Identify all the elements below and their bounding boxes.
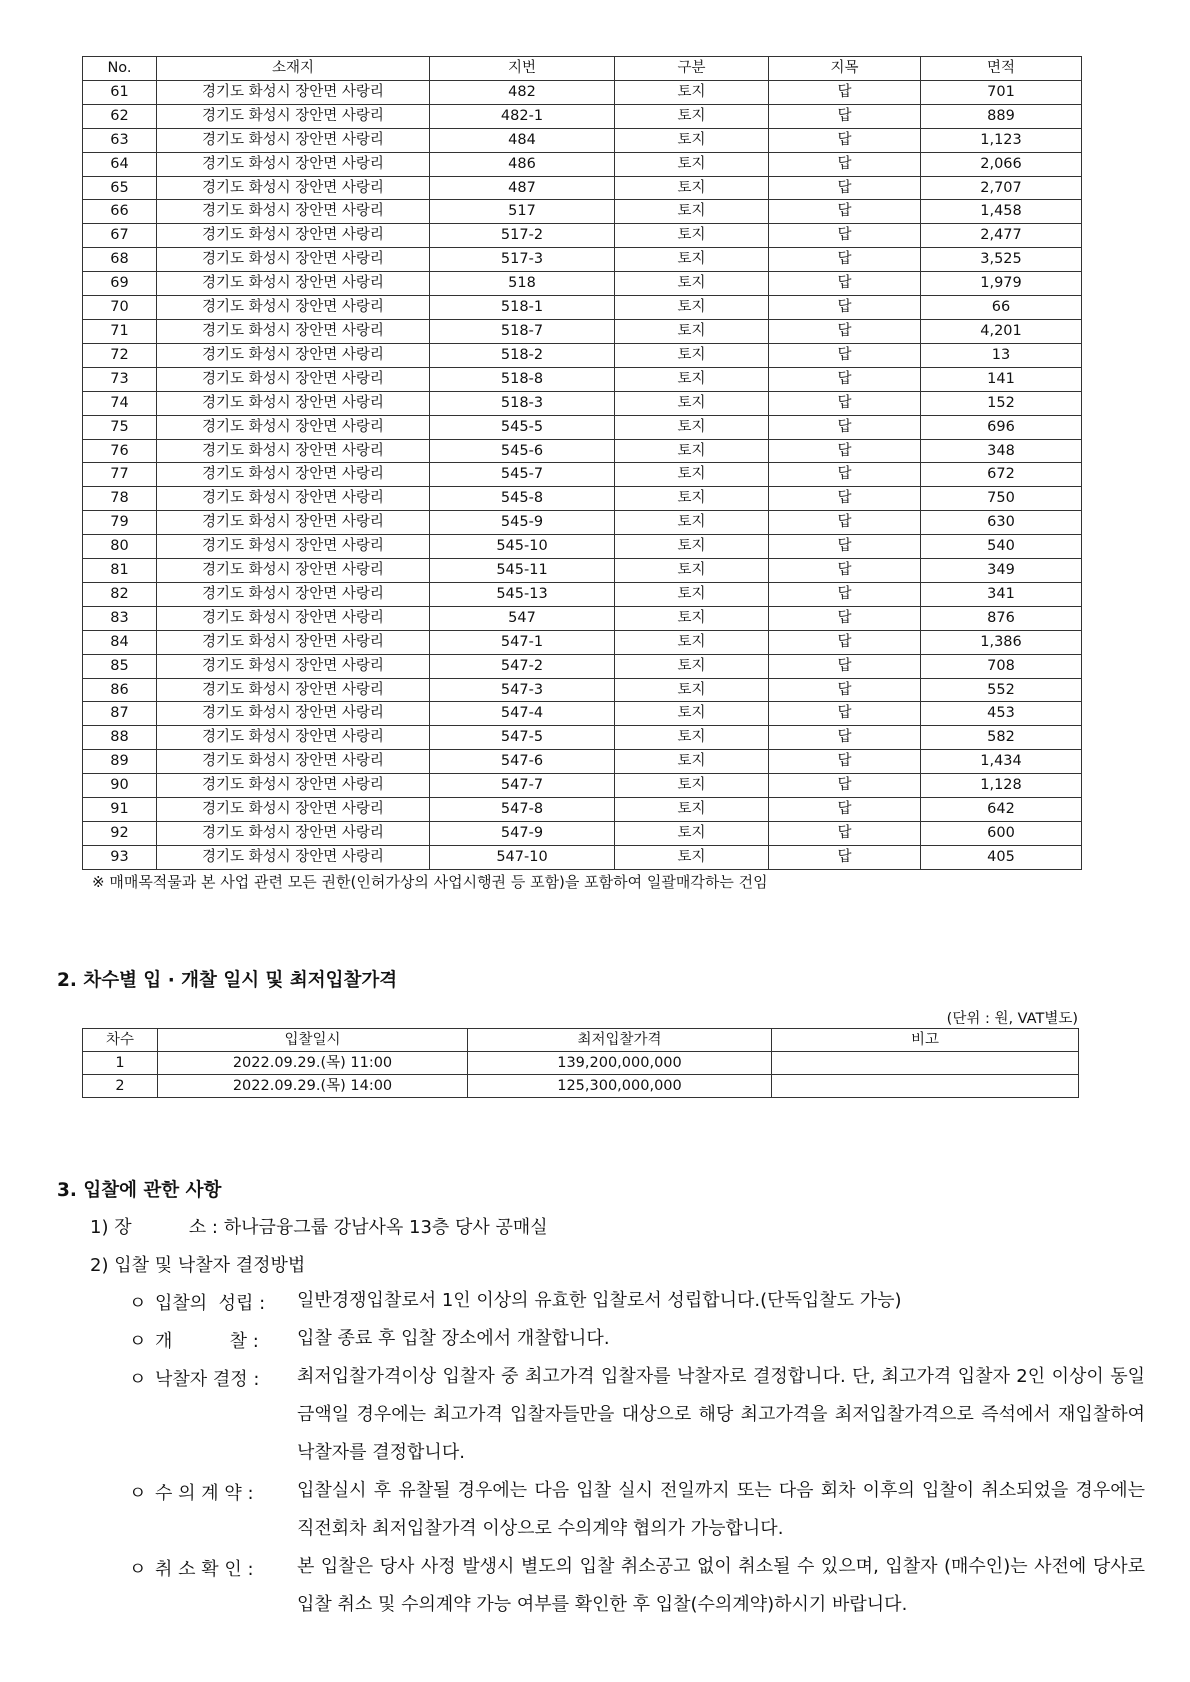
cell-no: 65 — [83, 176, 157, 200]
cell-category: 토지 — [615, 272, 769, 296]
header-round: 차수 — [83, 1029, 158, 1052]
cell-location: 경기도 화성시 장안면 사랑리 — [157, 726, 430, 750]
cell-land-type: 답 — [769, 415, 921, 439]
cell-land-type: 답 — [769, 463, 921, 487]
cell-no: 92 — [83, 822, 157, 846]
cell-land-type: 답 — [769, 343, 921, 367]
cell-bid-datetime: 2022.09.29.(목) 11:00 — [158, 1052, 468, 1075]
cell-category: 토지 — [615, 319, 769, 343]
bullet-icon: ㅇ — [129, 1293, 147, 1314]
cell-area: 552 — [921, 678, 1082, 702]
cell-no: 87 — [83, 702, 157, 726]
section2-title: 2. 차수별 입 · 개찰 일시 및 최저입찰가격 — [57, 970, 398, 991]
cell-land-type: 답 — [769, 702, 921, 726]
method-heading: 2) 입찰 및 낙찰자 결정방법 — [90, 1255, 306, 1276]
table-row — [83, 726, 1082, 750]
cell-land-type: 답 — [769, 104, 921, 128]
desc-cancel-check: 본 입찰은 당사 사정 발생시 별도의 입찰 취소공고 없이 취소될 수 있으며, 입찰자 (매수인)는 사전에 당사로 입찰 취소 및 수의계약 가능 여부를 확인한 후 입찰(수의계약)하시기 바랍니다. — [297, 1556, 1145, 1615]
cell-no: 70 — [83, 296, 157, 320]
cell-location: 경기도 화성시 장안면 사랑리 — [157, 152, 430, 176]
table-row — [83, 367, 1082, 391]
term-winner-decision: 낙찰자 결정 : — [155, 1369, 260, 1390]
cell-land-type: 답 — [769, 535, 921, 559]
cell-min-price: 125,300,000,000 — [468, 1075, 772, 1098]
cell-no: 80 — [83, 535, 157, 559]
cell-area: 349 — [921, 559, 1082, 583]
cell-category: 토지 — [615, 152, 769, 176]
table-row — [83, 1052, 1079, 1075]
header-lot-number: 지번 — [430, 57, 615, 81]
cell-category: 토지 — [615, 391, 769, 415]
table-row — [83, 606, 1082, 630]
cell-lot-number: 547-9 — [430, 822, 615, 846]
land-table-note: ※ 매매목적물과 본 사업 관련 모든 권한(인허가상의 사업시행권 등 포함)을 포함하여 일괄매각하는 건임 — [92, 873, 768, 891]
cell-land-type: 답 — [769, 845, 921, 869]
cell-area: 750 — [921, 487, 1082, 511]
table-row — [83, 654, 1082, 678]
cell-category: 토지 — [615, 798, 769, 822]
cell-location: 경기도 화성시 장안면 사랑리 — [157, 678, 430, 702]
cell-no: 74 — [83, 391, 157, 415]
cell-lot-number: 518-7 — [430, 319, 615, 343]
cell-location: 경기도 화성시 장안면 사랑리 — [157, 582, 430, 606]
land-table-header — [83, 57, 1082, 81]
cell-land-type: 답 — [769, 630, 921, 654]
cell-lot-number: 547-4 — [430, 702, 615, 726]
desc-formation: 일반경쟁입찰로서 1인 이상의 유효한 입찰로서 성립합니다.(단독입찰도 가능) — [297, 1290, 902, 1311]
table-row — [83, 343, 1082, 367]
desc-opening: 입찰 종료 후 입찰 장소에서 개찰합니다. — [297, 1328, 610, 1349]
place-line: 1) 장 소 : 하나금융그룹 강남사옥 13층 당사 공매실 — [90, 1217, 548, 1238]
cell-category: 토지 — [615, 678, 769, 702]
table-row — [83, 319, 1082, 343]
cell-no: 75 — [83, 415, 157, 439]
cell-land-type: 답 — [769, 248, 921, 272]
cell-location: 경기도 화성시 장안면 사랑리 — [157, 774, 430, 798]
table-row — [83, 630, 1082, 654]
cell-category: 토지 — [615, 104, 769, 128]
cell-area: 3,525 — [921, 248, 1082, 272]
table-row — [83, 774, 1082, 798]
cell-category: 토지 — [615, 535, 769, 559]
cell-location: 경기도 화성시 장안면 사랑리 — [157, 104, 430, 128]
cell-location: 경기도 화성시 장안면 사랑리 — [157, 487, 430, 511]
cell-location: 경기도 화성시 장안면 사랑리 — [157, 224, 430, 248]
cell-min-price: 139,200,000,000 — [468, 1052, 772, 1075]
cell-lot-number: 482-1 — [430, 104, 615, 128]
cell-land-type: 답 — [769, 176, 921, 200]
cell-land-type: 답 — [769, 152, 921, 176]
cell-no: 66 — [83, 200, 157, 224]
cell-no: 69 — [83, 272, 157, 296]
cell-area: 876 — [921, 606, 1082, 630]
cell-no: 68 — [83, 248, 157, 272]
cell-category: 토지 — [615, 463, 769, 487]
cell-lot-number: 547-3 — [430, 678, 615, 702]
cell-lot-number: 545-13 — [430, 582, 615, 606]
cell-category: 토지 — [615, 559, 769, 583]
cell-category: 토지 — [615, 80, 769, 104]
cell-area: 701 — [921, 80, 1082, 104]
cell-land-type: 답 — [769, 367, 921, 391]
cell-lot-number: 547-10 — [430, 845, 615, 869]
cell-no: 85 — [83, 654, 157, 678]
cell-area: 889 — [921, 104, 1082, 128]
cell-location: 경기도 화성시 장안면 사랑리 — [157, 630, 430, 654]
cell-category: 토지 — [615, 750, 769, 774]
cell-location: 경기도 화성시 장안면 사랑리 — [157, 296, 430, 320]
cell-location: 경기도 화성시 장안면 사랑리 — [157, 822, 430, 846]
cell-no: 61 — [83, 80, 157, 104]
cell-area: 66 — [921, 296, 1082, 320]
cell-land-type: 답 — [769, 128, 921, 152]
bullet-icon: ㅇ — [129, 1559, 147, 1580]
term-private-contract: 수 의 계 약 : — [155, 1483, 254, 1504]
cell-no: 63 — [83, 128, 157, 152]
cell-lot-number: 518-8 — [430, 367, 615, 391]
cell-lot-number: 547-1 — [430, 630, 615, 654]
cell-no: 79 — [83, 511, 157, 535]
cell-land-type: 답 — [769, 606, 921, 630]
cell-category: 토지 — [615, 367, 769, 391]
cell-land-type: 답 — [769, 726, 921, 750]
cell-category: 토지 — [615, 726, 769, 750]
cell-category: 토지 — [615, 774, 769, 798]
cell-no: 90 — [83, 774, 157, 798]
cell-lot-number: 547-8 — [430, 798, 615, 822]
cell-land-type: 답 — [769, 439, 921, 463]
header-category: 구분 — [615, 57, 769, 81]
cell-area: 141 — [921, 367, 1082, 391]
cell-lot-number: 487 — [430, 176, 615, 200]
header-min-price: 최저입찰가격 — [468, 1029, 772, 1052]
price-table-header — [83, 1029, 1079, 1052]
table-row — [83, 463, 1082, 487]
table-row — [83, 80, 1082, 104]
header-bid-datetime: 입찰일시 — [158, 1029, 468, 1052]
cell-lot-number: 545-10 — [430, 535, 615, 559]
cell-category: 토지 — [615, 702, 769, 726]
cell-land-type: 답 — [769, 224, 921, 248]
cell-area: 13 — [921, 343, 1082, 367]
header-land-type: 지목 — [769, 57, 921, 81]
cell-lot-number: 545-5 — [430, 415, 615, 439]
cell-land-type: 답 — [769, 822, 921, 846]
table-row — [83, 702, 1082, 726]
desc-private-contract: 입찰실시 후 유찰될 경우에는 다음 입찰 실시 전일까지 또는 다음 회차 이후의 입찰이 취소되었을 경우에는 직전회차 최저입찰가격 이상으로 수의계약 협의가 가능합니다. — [297, 1480, 1145, 1539]
cell-area: 630 — [921, 511, 1082, 535]
cell-category: 토지 — [615, 845, 769, 869]
cell-land-type: 답 — [769, 511, 921, 535]
cell-area: 341 — [921, 582, 1082, 606]
cell-lot-number: 482 — [430, 80, 615, 104]
cell-area: 540 — [921, 535, 1082, 559]
cell-category: 토지 — [615, 415, 769, 439]
cell-land-type: 답 — [769, 80, 921, 104]
price-table — [82, 1028, 1079, 1098]
cell-no: 91 — [83, 798, 157, 822]
cell-no: 73 — [83, 367, 157, 391]
cell-category: 토지 — [615, 200, 769, 224]
cell-area: 1,128 — [921, 774, 1082, 798]
table-row — [83, 248, 1082, 272]
cell-location: 경기도 화성시 장안면 사랑리 — [157, 463, 430, 487]
cell-lot-number: 517-2 — [430, 224, 615, 248]
cell-lot-number: 545-6 — [430, 439, 615, 463]
cell-area: 708 — [921, 654, 1082, 678]
cell-no: 71 — [83, 319, 157, 343]
cell-lot-number: 517 — [430, 200, 615, 224]
table-row — [83, 296, 1082, 320]
table-row — [83, 200, 1082, 224]
cell-lot-number: 518-3 — [430, 391, 615, 415]
land-table-body — [83, 80, 1082, 869]
cell-land-type: 답 — [769, 654, 921, 678]
cell-location: 경기도 화성시 장안면 사랑리 — [157, 606, 430, 630]
cell-category: 토지 — [615, 439, 769, 463]
cell-no: 72 — [83, 343, 157, 367]
table-row — [83, 152, 1082, 176]
cell-area: 1,979 — [921, 272, 1082, 296]
cell-area: 2,477 — [921, 224, 1082, 248]
cell-remarks — [772, 1052, 1079, 1075]
cell-land-type: 답 — [769, 487, 921, 511]
cell-category: 토지 — [615, 582, 769, 606]
table-row — [83, 845, 1082, 869]
cell-area: 1,123 — [921, 128, 1082, 152]
cell-lot-number: 486 — [430, 152, 615, 176]
cell-area: 405 — [921, 845, 1082, 869]
cell-no: 84 — [83, 630, 157, 654]
cell-area: 2,707 — [921, 176, 1082, 200]
cell-land-type: 답 — [769, 774, 921, 798]
table-row — [83, 582, 1082, 606]
table-row — [83, 104, 1082, 128]
term-cancel-check: 취 소 확 인 : — [155, 1559, 254, 1580]
cell-no: 62 — [83, 104, 157, 128]
cell-location: 경기도 화성시 장안면 사랑리 — [157, 319, 430, 343]
cell-area: 600 — [921, 822, 1082, 846]
table-row — [83, 128, 1082, 152]
cell-location: 경기도 화성시 장안면 사랑리 — [157, 511, 430, 535]
cell-lot-number: 545-9 — [430, 511, 615, 535]
cell-location: 경기도 화성시 장안면 사랑리 — [157, 367, 430, 391]
table-row — [83, 511, 1082, 535]
cell-land-type: 답 — [769, 678, 921, 702]
cell-location: 경기도 화성시 장안면 사랑리 — [157, 798, 430, 822]
cell-no: 93 — [83, 845, 157, 869]
cell-category: 토지 — [615, 296, 769, 320]
bullet-icon: ㅇ — [129, 1483, 147, 1504]
term-opening: 개 찰 : — [155, 1331, 259, 1352]
table-row — [83, 439, 1082, 463]
header-area: 면적 — [921, 57, 1082, 81]
table-row — [83, 391, 1082, 415]
cell-location: 경기도 화성시 장안면 사랑리 — [157, 439, 430, 463]
cell-category: 토지 — [615, 248, 769, 272]
table-row — [83, 559, 1082, 583]
cell-no: 82 — [83, 582, 157, 606]
table-row — [83, 415, 1082, 439]
cell-area: 696 — [921, 415, 1082, 439]
cell-lot-number: 484 — [430, 128, 615, 152]
cell-location: 경기도 화성시 장안면 사랑리 — [157, 415, 430, 439]
cell-no: 88 — [83, 726, 157, 750]
cell-area: 4,201 — [921, 319, 1082, 343]
cell-lot-number: 545-7 — [430, 463, 615, 487]
table-row — [83, 1075, 1079, 1098]
desc-winner-decision: 최저입찰가격이상 입찰자 중 최고가격 입찰자를 낙찰자로 결정합니다. 단, 최고가격 입찰자 2인 이상이 동일금액일 경우에는 최고가격 입찰자들만을 대상으로 해당 최고가격을 최저입찰가격으로 즉석에서 재입찰하여 낙찰자를 결정합니다. — [297, 1366, 1145, 1463]
bullet-icon: ㅇ — [129, 1369, 147, 1390]
cell-no: 89 — [83, 750, 157, 774]
cell-no: 76 — [83, 439, 157, 463]
section3-title: 3. 입찰에 관한 사항 — [57, 1180, 222, 1201]
table-row — [83, 176, 1082, 200]
cell-no: 77 — [83, 463, 157, 487]
cell-no: 78 — [83, 487, 157, 511]
cell-remarks — [772, 1075, 1079, 1098]
cell-lot-number: 547 — [430, 606, 615, 630]
cell-location: 경기도 화성시 장안면 사랑리 — [157, 176, 430, 200]
cell-area: 2,066 — [921, 152, 1082, 176]
cell-area: 152 — [921, 391, 1082, 415]
header-remarks: 비고 — [772, 1029, 1079, 1052]
cell-round: 2 — [83, 1075, 158, 1098]
cell-location: 경기도 화성시 장안면 사랑리 — [157, 391, 430, 415]
cell-category: 토지 — [615, 511, 769, 535]
cell-lot-number: 547-6 — [430, 750, 615, 774]
cell-location: 경기도 화성시 장안면 사랑리 — [157, 80, 430, 104]
cell-area: 1,434 — [921, 750, 1082, 774]
cell-lot-number: 518-1 — [430, 296, 615, 320]
table-row — [83, 750, 1082, 774]
cell-land-type: 답 — [769, 559, 921, 583]
cell-no: 67 — [83, 224, 157, 248]
table-row — [83, 224, 1082, 248]
cell-land-type: 답 — [769, 750, 921, 774]
cell-round: 1 — [83, 1052, 158, 1075]
cell-no: 86 — [83, 678, 157, 702]
cell-area: 582 — [921, 726, 1082, 750]
cell-category: 토지 — [615, 487, 769, 511]
cell-category: 토지 — [615, 128, 769, 152]
cell-lot-number: 545-8 — [430, 487, 615, 511]
cell-category: 토지 — [615, 630, 769, 654]
cell-location: 경기도 화성시 장안면 사랑리 — [157, 702, 430, 726]
table-row — [83, 678, 1082, 702]
table-row — [83, 822, 1082, 846]
cell-location: 경기도 화성시 장안면 사랑리 — [157, 343, 430, 367]
cell-location: 경기도 화성시 장안면 사랑리 — [157, 200, 430, 224]
cell-location: 경기도 화성시 장안면 사랑리 — [157, 750, 430, 774]
cell-location: 경기도 화성시 장안면 사랑리 — [157, 248, 430, 272]
cell-land-type: 답 — [769, 272, 921, 296]
cell-lot-number: 517-3 — [430, 248, 615, 272]
cell-land-type: 답 — [769, 582, 921, 606]
cell-location: 경기도 화성시 장안면 사랑리 — [157, 272, 430, 296]
cell-no: 83 — [83, 606, 157, 630]
cell-land-type: 답 — [769, 798, 921, 822]
cell-lot-number: 547-2 — [430, 654, 615, 678]
cell-area: 642 — [921, 798, 1082, 822]
bullet-icon: ㅇ — [129, 1331, 147, 1352]
cell-category: 토지 — [615, 176, 769, 200]
cell-category: 토지 — [615, 224, 769, 248]
cell-location: 경기도 화성시 장안면 사랑리 — [157, 845, 430, 869]
cell-area: 672 — [921, 463, 1082, 487]
cell-location: 경기도 화성시 장안면 사랑리 — [157, 128, 430, 152]
land-table — [82, 56, 1082, 870]
header-no: No. — [83, 57, 157, 81]
cell-lot-number: 547-5 — [430, 726, 615, 750]
table-row — [83, 487, 1082, 511]
table-row — [83, 535, 1082, 559]
cell-area: 1,458 — [921, 200, 1082, 224]
header-location: 소재지 — [157, 57, 430, 81]
cell-location: 경기도 화성시 장안면 사랑리 — [157, 559, 430, 583]
cell-category: 토지 — [615, 654, 769, 678]
cell-area: 348 — [921, 439, 1082, 463]
cell-location: 경기도 화성시 장안면 사랑리 — [157, 654, 430, 678]
cell-land-type: 답 — [769, 319, 921, 343]
cell-lot-number: 547-7 — [430, 774, 615, 798]
cell-bid-datetime: 2022.09.29.(목) 14:00 — [158, 1075, 468, 1098]
table-row — [83, 272, 1082, 296]
price-table-body — [83, 1052, 1079, 1098]
cell-category: 토지 — [615, 606, 769, 630]
cell-area: 453 — [921, 702, 1082, 726]
cell-category: 토지 — [615, 822, 769, 846]
cell-no: 64 — [83, 152, 157, 176]
cell-area: 1,386 — [921, 630, 1082, 654]
cell-land-type: 답 — [769, 296, 921, 320]
cell-land-type: 답 — [769, 391, 921, 415]
unit-note: (단위 : 원, VAT별도) — [946, 1011, 1078, 1027]
cell-lot-number: 518-2 — [430, 343, 615, 367]
cell-location: 경기도 화성시 장안면 사랑리 — [157, 535, 430, 559]
table-row — [83, 798, 1082, 822]
cell-land-type: 답 — [769, 200, 921, 224]
term-formation: 입찰의 성립 : — [155, 1293, 266, 1314]
cell-lot-number: 545-11 — [430, 559, 615, 583]
cell-category: 토지 — [615, 343, 769, 367]
cell-lot-number: 518 — [430, 272, 615, 296]
cell-no: 81 — [83, 559, 157, 583]
